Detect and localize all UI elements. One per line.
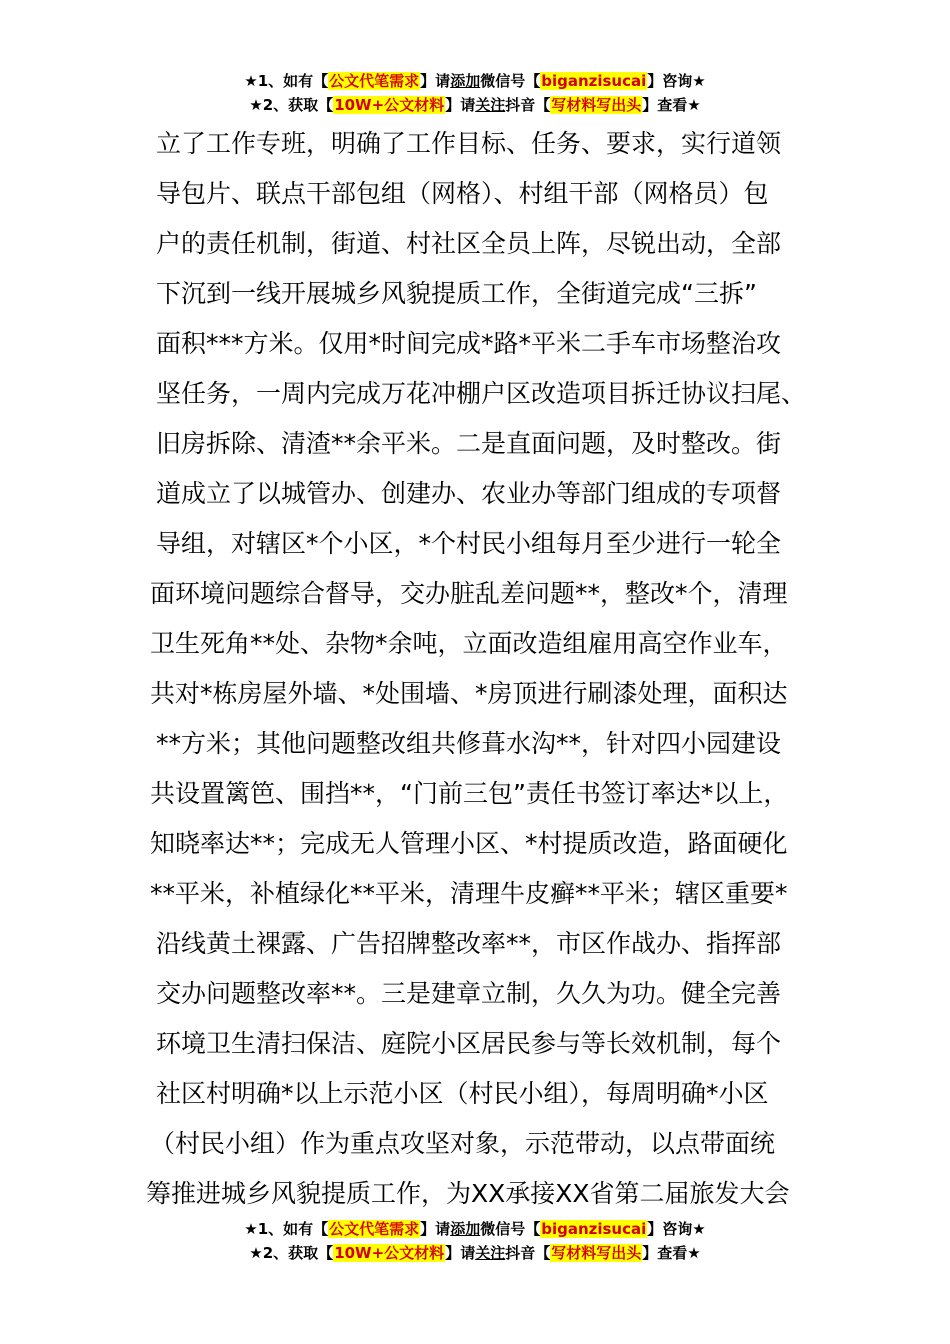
text-line: 道成立了以城管办、创建办、农业办等部门组成的专项督 bbox=[156, 479, 782, 508]
banner-text: 抖音【 bbox=[505, 1244, 551, 1262]
text-line: 户的责任机制，街道、村社区全员上阵，尽锐出动，全部 bbox=[156, 229, 782, 258]
text-line: 下沉到一线开展城乡风貌提质工作，全街道完成“三拆” bbox=[156, 279, 757, 308]
highlight-text: 10W+公文材料 bbox=[334, 1244, 445, 1262]
banner-line-2 bbox=[0, 1242, 950, 1266]
banner-text: 】请 bbox=[445, 1244, 476, 1262]
text-line: 环境卫生清扫保洁、庭院小区居民参与等长效机制，每个 bbox=[156, 1029, 782, 1058]
banner-text: 】请 bbox=[420, 1220, 451, 1238]
text-line: 旧房拆除、清渣**余平米。二是直面问题，及时整改。街 bbox=[156, 429, 782, 458]
banner-text: 微信号【 bbox=[480, 72, 541, 90]
underlined-text: 添加 bbox=[450, 72, 481, 90]
banner-line-2 bbox=[0, 94, 950, 118]
highlight-text: biganzisucai bbox=[541, 72, 647, 90]
top-banner bbox=[0, 70, 950, 118]
bottom-banner bbox=[0, 1218, 950, 1266]
highlight-text: 公文代笔需求 bbox=[329, 72, 420, 90]
highlight-text: biganzisucai bbox=[541, 1220, 647, 1238]
highlight-text: 公文代笔需求 bbox=[329, 1220, 420, 1238]
banner-text: ★1、如有【 bbox=[244, 1220, 329, 1238]
text-line: 沿线黄土裸露、广告招牌整改率**，市区作战办、指挥部 bbox=[156, 929, 782, 958]
text-line: 导组，对辖区*个小区，*个村民小组每月至少进行一轮全 bbox=[156, 529, 782, 558]
text-line: 知晓率达**；完成无人管理小区、*村提质改造，路面硬化 bbox=[150, 829, 788, 858]
highlight-text: 写材料写出头 bbox=[551, 1244, 642, 1262]
banner-text: 】请 bbox=[445, 96, 476, 114]
banner-text: 】咨询★ bbox=[647, 1220, 706, 1238]
banner-text: 】咨询★ bbox=[647, 72, 706, 90]
underlined-text: 关注 bbox=[475, 96, 506, 114]
text-line: 坚任务，一周内完成万花冲棚户区改造项目拆迁协议扫尾、 bbox=[156, 379, 807, 408]
underlined-text: 关注 bbox=[475, 1244, 506, 1262]
text-line: 共设置篱笆、围挡**，“门前三包”责任书签订率达*以上， bbox=[150, 779, 789, 808]
text-line: 导包片、联点干部包组（网格）、村组干部（网格员）包 bbox=[156, 179, 769, 208]
text-line: **方米；其他问题整改组共修葺水沟**，针对四小园建设 bbox=[156, 729, 782, 758]
highlight-text: 写材料写出头 bbox=[551, 96, 642, 114]
banner-text: 】查看★ bbox=[642, 1244, 701, 1262]
banner-text: 微信号【 bbox=[480, 1220, 541, 1238]
text-line: 共对*栋房屋外墙、*处围墙、*房顶进行刷漆处理，面积达 bbox=[150, 679, 788, 708]
text-line: 面环境问题综合督导，交办脏乱差问题**，整改*个，清理 bbox=[150, 579, 788, 608]
banner-text: ★2、获取【 bbox=[249, 1244, 334, 1262]
text-line: 面积***方米。仅用*时间完成*路*平米二手车市场整治攻 bbox=[156, 329, 782, 358]
banner-text: 抖音【 bbox=[505, 96, 551, 114]
text-line: 筹推进城乡风貌提质工作，为XX承接XX省第二届旅发大会 bbox=[146, 1179, 790, 1208]
banner-text: ★2、获取【 bbox=[249, 96, 334, 114]
banner-text: ★1、如有【 bbox=[244, 72, 329, 90]
text-line: 立了工作专班，明确了工作目标、任务、要求，实行道领 bbox=[156, 129, 782, 158]
banner-line-1 bbox=[0, 1218, 950, 1242]
text-line: 交办问题整改率**。三是建章立制，久久为功。健全完善 bbox=[156, 979, 782, 1008]
highlight-text: 10W+公文材料 bbox=[334, 96, 445, 114]
banner-text: 】请 bbox=[420, 72, 451, 90]
banner-line-1 bbox=[0, 70, 950, 94]
underlined-text: 添加 bbox=[450, 1220, 481, 1238]
text-line: 社区村明确*以上示范小区（村民小组），每周明确*小区 bbox=[156, 1079, 769, 1108]
text-line: （村民小组）作为重点攻坚对象，示范带动，以点带面统 bbox=[150, 1129, 776, 1158]
banner-text: 】查看★ bbox=[642, 96, 701, 114]
text-line: **平米，补植绿化**平米，清理牛皮癣**平米；辖区重要* bbox=[150, 879, 788, 908]
text-line: 卫生死角**处、杂物*余吨，立面改造组雇用高空作业车， bbox=[150, 629, 788, 658]
